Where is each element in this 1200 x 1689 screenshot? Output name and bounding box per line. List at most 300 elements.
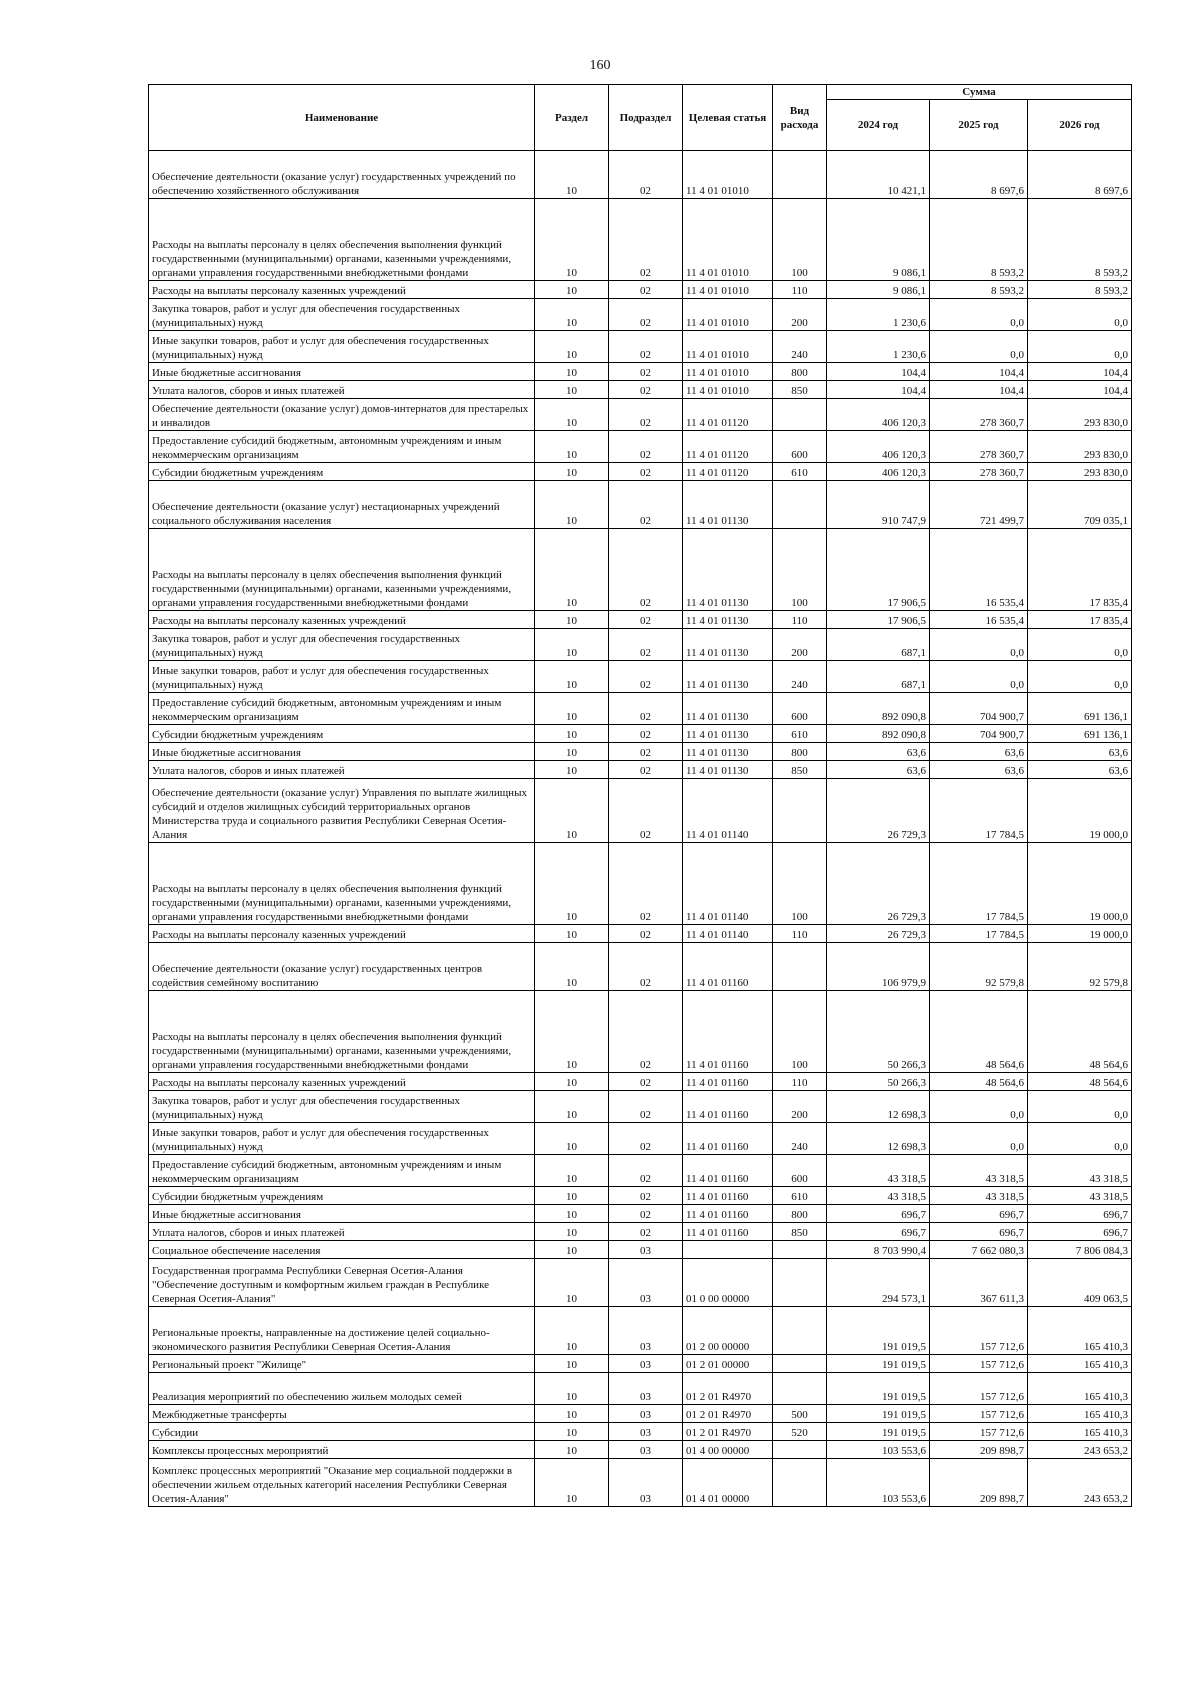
row-2024: 910 747,9: [827, 481, 930, 529]
row-target: 11 4 01 01130: [683, 661, 773, 693]
row-target: [683, 1241, 773, 1259]
row-subsection: 02: [609, 1155, 683, 1187]
header-section: Раздел: [535, 85, 609, 151]
row-target: 11 4 01 01160: [683, 1123, 773, 1155]
row-2026: 104,4: [1028, 381, 1132, 399]
row-section: 10: [535, 431, 609, 463]
row-kind: 800: [773, 1205, 827, 1223]
row-2026: 43 318,5: [1028, 1155, 1132, 1187]
row-2026: 243 653,2: [1028, 1459, 1132, 1507]
row-2024: 696,7: [827, 1223, 930, 1241]
row-2026: 43 318,5: [1028, 1187, 1132, 1205]
row-target: 11 4 01 01010: [683, 281, 773, 299]
table-row: [149, 331, 1132, 363]
row-subsection: 02: [609, 431, 683, 463]
row-subsection: 02: [609, 743, 683, 761]
row-kind: 200: [773, 1091, 827, 1123]
row-name: Социальное обеспечение населения: [149, 1241, 535, 1259]
row-section: 10: [535, 399, 609, 431]
row-subsection: 02: [609, 529, 683, 611]
row-section: 10: [535, 363, 609, 381]
row-kind: [773, 1355, 827, 1373]
row-2026: 696,7: [1028, 1223, 1132, 1241]
table-row: [149, 463, 1132, 481]
row-2025: 0,0: [930, 331, 1028, 363]
row-2026: 63,6: [1028, 743, 1132, 761]
row-kind: 240: [773, 331, 827, 363]
row-2024: 106 979,9: [827, 943, 930, 991]
row-name: Уплата налогов, сборов и иных платежей: [149, 1223, 535, 1241]
row-2025: 8 593,2: [930, 281, 1028, 299]
row-subsection: 02: [609, 463, 683, 481]
row-2025: 278 360,7: [930, 431, 1028, 463]
table-header: [149, 85, 1132, 151]
row-kind: [773, 151, 827, 199]
row-target: 11 4 01 01160: [683, 991, 773, 1073]
table-row: [149, 1205, 1132, 1223]
row-2025: 0,0: [930, 661, 1028, 693]
row-name: Расходы на выплаты персоналу казенных учреждений: [149, 925, 535, 943]
row-2024: 687,1: [827, 661, 930, 693]
table-row: [149, 1259, 1132, 1307]
row-section: 10: [535, 299, 609, 331]
row-target: 11 4 01 01160: [683, 943, 773, 991]
row-kind: 100: [773, 843, 827, 925]
row-subsection: 03: [609, 1241, 683, 1259]
table-row: [149, 925, 1132, 943]
row-2025: 704 900,7: [930, 725, 1028, 743]
row-kind: [773, 779, 827, 843]
row-2025: 278 360,7: [930, 399, 1028, 431]
row-name: Комплексы процессных мероприятий: [149, 1441, 535, 1459]
table-row: [149, 743, 1132, 761]
row-2026: 0,0: [1028, 299, 1132, 331]
row-kind: 110: [773, 611, 827, 629]
row-name: Региональный проект "Жилище": [149, 1355, 535, 1373]
row-subsection: 03: [609, 1441, 683, 1459]
table-row: [149, 199, 1132, 281]
row-2025: 43 318,5: [930, 1155, 1028, 1187]
row-target: 01 2 01 00000: [683, 1355, 773, 1373]
row-2025: 0,0: [930, 1091, 1028, 1123]
row-2024: 104,4: [827, 363, 930, 381]
row-2025: 157 712,6: [930, 1423, 1028, 1441]
row-2026: 17 835,4: [1028, 529, 1132, 611]
row-target: 11 4 01 01010: [683, 299, 773, 331]
row-section: 10: [535, 1373, 609, 1405]
row-2026: 696,7: [1028, 1205, 1132, 1223]
row-section: 10: [535, 1441, 609, 1459]
row-subsection: 02: [609, 1205, 683, 1223]
row-subsection: 02: [609, 1187, 683, 1205]
row-name: Субсидии: [149, 1423, 535, 1441]
row-section: 10: [535, 843, 609, 925]
row-name: Межбюджетные трансферты: [149, 1405, 535, 1423]
row-2024: 687,1: [827, 629, 930, 661]
row-subsection: 02: [609, 611, 683, 629]
row-target: 11 4 01 01160: [683, 1187, 773, 1205]
row-section: 10: [535, 1259, 609, 1307]
row-name: Иные закупки товаров, работ и услуг для обеспечения государственных (муниципальных) нужд: [149, 1123, 535, 1155]
row-target: 11 4 01 01160: [683, 1205, 773, 1223]
row-2025: 278 360,7: [930, 463, 1028, 481]
row-subsection: 02: [609, 725, 683, 743]
table-row: [149, 1307, 1132, 1355]
row-section: 10: [535, 761, 609, 779]
row-target: 11 4 01 01130: [683, 693, 773, 725]
table-row: [149, 661, 1132, 693]
row-2024: 892 090,8: [827, 725, 930, 743]
row-2025: 367 611,3: [930, 1259, 1028, 1307]
row-2026: 63,6: [1028, 761, 1132, 779]
row-2024: 103 553,6: [827, 1441, 930, 1459]
row-2026: 19 000,0: [1028, 843, 1132, 925]
row-name: Уплата налогов, сборов и иных платежей: [149, 761, 535, 779]
row-target: 11 4 01 01130: [683, 611, 773, 629]
row-section: 10: [535, 1205, 609, 1223]
row-kind: [773, 481, 827, 529]
row-target: 11 4 01 01130: [683, 743, 773, 761]
header-2025: 2025 год: [930, 100, 1028, 151]
row-2024: 191 019,5: [827, 1423, 930, 1441]
row-target: 11 4 01 01130: [683, 725, 773, 743]
row-kind: 610: [773, 725, 827, 743]
row-kind: 610: [773, 463, 827, 481]
row-2026: 165 410,3: [1028, 1423, 1132, 1441]
row-subsection: 02: [609, 1123, 683, 1155]
row-section: 10: [535, 661, 609, 693]
row-2025: 48 564,6: [930, 1073, 1028, 1091]
row-2025: 8 593,2: [930, 199, 1028, 281]
row-target: 11 4 01 01130: [683, 481, 773, 529]
row-2024: 191 019,5: [827, 1307, 930, 1355]
row-kind: 850: [773, 381, 827, 399]
table-row: [149, 693, 1132, 725]
row-2026: 0,0: [1028, 1123, 1132, 1155]
row-subsection: 02: [609, 1091, 683, 1123]
table-row: [149, 843, 1132, 925]
row-2025: 0,0: [930, 299, 1028, 331]
row-kind: 600: [773, 1155, 827, 1187]
row-target: 11 4 01 01160: [683, 1091, 773, 1123]
row-subsection: 02: [609, 299, 683, 331]
row-target: 11 4 01 01010: [683, 381, 773, 399]
table-row: [149, 761, 1132, 779]
row-kind: 240: [773, 1123, 827, 1155]
row-target: 01 4 00 00000: [683, 1441, 773, 1459]
row-kind: 100: [773, 529, 827, 611]
header-target: Целевая статья: [683, 85, 773, 151]
row-2025: 104,4: [930, 381, 1028, 399]
table-row: [149, 1441, 1132, 1459]
table-row: [149, 431, 1132, 463]
row-2025: 7 662 080,3: [930, 1241, 1028, 1259]
row-name: Обеспечение деятельности (оказание услуг) домов-интернатов для престарелых и инвалидов: [149, 399, 535, 431]
row-2026: 48 564,6: [1028, 991, 1132, 1073]
row-target: 01 0 00 00000: [683, 1259, 773, 1307]
budget-table: [148, 84, 1132, 1507]
row-name: Расходы на выплаты персоналу в целях обеспечения выполнения функций государственными (муниципальными) органами, казенными учреждениями, органами управления государственными внебюджетными фондами: [149, 843, 535, 925]
row-2024: 43 318,5: [827, 1187, 930, 1205]
row-kind: 110: [773, 281, 827, 299]
row-subsection: 02: [609, 399, 683, 431]
row-kind: 610: [773, 1187, 827, 1205]
row-subsection: 02: [609, 843, 683, 925]
row-section: 10: [535, 281, 609, 299]
row-target: 11 4 01 01120: [683, 399, 773, 431]
row-section: 10: [535, 1241, 609, 1259]
row-kind: [773, 1441, 827, 1459]
row-target: 11 4 01 01130: [683, 529, 773, 611]
row-2025: 63,6: [930, 743, 1028, 761]
row-2025: 696,7: [930, 1223, 1028, 1241]
row-name: Закупка товаров, работ и услуг для обеспечения государственных (муниципальных) нужд: [149, 299, 535, 331]
row-section: 10: [535, 1405, 609, 1423]
row-name: Иные закупки товаров, работ и услуг для обеспечения государственных (муниципальных) нужд: [149, 661, 535, 693]
table-row: [149, 629, 1132, 661]
row-2026: 691 136,1: [1028, 693, 1132, 725]
row-section: 10: [535, 199, 609, 281]
row-name: Уплата налогов, сборов и иных платежей: [149, 381, 535, 399]
row-kind: [773, 943, 827, 991]
row-2025: 721 499,7: [930, 481, 1028, 529]
row-name: Иные бюджетные ассигнования: [149, 363, 535, 381]
row-target: 11 4 01 01010: [683, 151, 773, 199]
row-2026: 0,0: [1028, 1091, 1132, 1123]
row-2026: 19 000,0: [1028, 779, 1132, 843]
row-name: Расходы на выплаты персоналу казенных учреждений: [149, 611, 535, 629]
row-subsection: 02: [609, 1073, 683, 1091]
header-subsection: Подраздел: [609, 85, 683, 151]
row-section: 10: [535, 779, 609, 843]
row-section: 10: [535, 151, 609, 199]
row-2024: 892 090,8: [827, 693, 930, 725]
row-section: 10: [535, 529, 609, 611]
row-name: Комплекс процессных мероприятий "Оказание мер социальной поддержки в обеспечении жильем отдельных категорий населения Республики Северная Осетия-Алания": [149, 1459, 535, 1507]
row-target: 01 2 01 R4970: [683, 1373, 773, 1405]
row-subsection: 03: [609, 1307, 683, 1355]
row-kind: [773, 1259, 827, 1307]
row-section: 10: [535, 611, 609, 629]
row-target: 01 2 00 00000: [683, 1307, 773, 1355]
row-subsection: 02: [609, 761, 683, 779]
row-name: Обеспечение деятельности (оказание услуг) Управления по выплате жилищных субсидий и отделов жилищных субсидий территориальных органов Министерства труда и социального развития Республики Северная Осетия-Алания: [149, 779, 535, 843]
row-section: 10: [535, 1091, 609, 1123]
row-name: Расходы на выплаты персоналу казенных учреждений: [149, 281, 535, 299]
row-section: 10: [535, 481, 609, 529]
row-name: Предоставление субсидий бюджетным, автономным учреждениям и иным некоммерческим организациям: [149, 693, 535, 725]
row-target: 11 4 01 01010: [683, 199, 773, 281]
row-2024: 103 553,6: [827, 1459, 930, 1507]
row-subsection: 03: [609, 1373, 683, 1405]
row-2024: 43 318,5: [827, 1155, 930, 1187]
row-name: Иные закупки товаров, работ и услуг для обеспечения государственных (муниципальных) нужд: [149, 331, 535, 363]
row-2026: 48 564,6: [1028, 1073, 1132, 1091]
row-2026: 104,4: [1028, 363, 1132, 381]
row-2026: 293 830,0: [1028, 463, 1132, 481]
table-row: [149, 1123, 1132, 1155]
row-subsection: 02: [609, 199, 683, 281]
row-kind: 850: [773, 761, 827, 779]
row-target: 11 4 01 01130: [683, 761, 773, 779]
row-kind: 800: [773, 363, 827, 381]
row-2026: 8 697,6: [1028, 151, 1132, 199]
row-2025: 17 784,5: [930, 843, 1028, 925]
row-name: Субсидии бюджетным учреждениям: [149, 1187, 535, 1205]
row-2024: 406 120,3: [827, 431, 930, 463]
row-2025: 43 318,5: [930, 1187, 1028, 1205]
row-name: Региональные проекты, направленные на достижение целей социально-экономического развития Республики Северная Осетия-Алания: [149, 1307, 535, 1355]
row-kind: 600: [773, 431, 827, 463]
row-target: 11 4 01 01120: [683, 431, 773, 463]
row-subsection: 02: [609, 991, 683, 1073]
row-2026: 409 063,5: [1028, 1259, 1132, 1307]
row-kind: 100: [773, 199, 827, 281]
row-subsection: 02: [609, 661, 683, 693]
row-2024: 9 086,1: [827, 281, 930, 299]
row-section: 10: [535, 629, 609, 661]
table-row: [149, 1355, 1132, 1373]
row-2024: 50 266,3: [827, 1073, 930, 1091]
table-row: [149, 1241, 1132, 1259]
table-row: [149, 1423, 1132, 1441]
row-subsection: 03: [609, 1355, 683, 1373]
row-name: Закупка товаров, работ и услуг для обеспечения государственных (муниципальных) нужд: [149, 1091, 535, 1123]
row-2024: 9 086,1: [827, 199, 930, 281]
row-name: Расходы на выплаты персоналу в целях обеспечения выполнения функций государственными (муниципальными) органами, казенными учреждениями, органами управления государственными внебюджетными фондами: [149, 199, 535, 281]
row-subsection: 02: [609, 943, 683, 991]
row-2024: 406 120,3: [827, 399, 930, 431]
table-row: [149, 399, 1132, 431]
row-target: 11 4 01 01140: [683, 843, 773, 925]
table-row: [149, 725, 1132, 743]
row-2025: 92 579,8: [930, 943, 1028, 991]
row-2024: 191 019,5: [827, 1355, 930, 1373]
row-2024: 696,7: [827, 1205, 930, 1223]
row-2026: 293 830,0: [1028, 431, 1132, 463]
row-2026: 8 593,2: [1028, 281, 1132, 299]
row-2025: 16 535,4: [930, 529, 1028, 611]
row-2026: 8 593,2: [1028, 199, 1132, 281]
row-subsection: 03: [609, 1423, 683, 1441]
row-target: 11 4 01 01160: [683, 1155, 773, 1187]
table-row: [149, 299, 1132, 331]
row-kind: 850: [773, 1223, 827, 1241]
row-name: Предоставление субсидий бюджетным, автономным учреждениям и иным некоммерческим организациям: [149, 431, 535, 463]
row-section: 10: [535, 1423, 609, 1441]
row-2024: 10 421,1: [827, 151, 930, 199]
row-2024: 104,4: [827, 381, 930, 399]
row-subsection: 02: [609, 925, 683, 943]
row-2026: 293 830,0: [1028, 399, 1132, 431]
row-2026: 691 136,1: [1028, 725, 1132, 743]
row-2024: 63,6: [827, 743, 930, 761]
table-row: [149, 943, 1132, 991]
row-name: Обеспечение деятельности (оказание услуг) нестационарных учреждений социального обслуживания населения: [149, 481, 535, 529]
table-row: [149, 1459, 1132, 1507]
table-row: [149, 1405, 1132, 1423]
row-kind: 100: [773, 991, 827, 1073]
row-2025: 63,6: [930, 761, 1028, 779]
row-subsection: 03: [609, 1459, 683, 1507]
row-2025: 16 535,4: [930, 611, 1028, 629]
row-subsection: 03: [609, 1259, 683, 1307]
row-name: Расходы на выплаты персоналу в целях обеспечения выполнения функций государственными (муниципальными) органами, казенными учреждениями, органами управления государственными внебюджетными фондами: [149, 529, 535, 611]
row-kind: 200: [773, 629, 827, 661]
row-2024: 191 019,5: [827, 1405, 930, 1423]
row-kind: [773, 1459, 827, 1507]
row-2025: 17 784,5: [930, 925, 1028, 943]
row-2024: 17 906,5: [827, 611, 930, 629]
table-body: [149, 151, 1132, 1507]
row-target: 11 4 01 01140: [683, 925, 773, 943]
row-section: 10: [535, 1073, 609, 1091]
row-2024: 63,6: [827, 761, 930, 779]
row-target: 11 4 01 01120: [683, 463, 773, 481]
row-section: 10: [535, 725, 609, 743]
row-2025: 48 564,6: [930, 991, 1028, 1073]
row-name: Субсидии бюджетным учреждениям: [149, 725, 535, 743]
row-kind: 240: [773, 661, 827, 693]
row-name: Реализация мероприятий по обеспечению жильем молодых семей: [149, 1373, 535, 1405]
row-section: 10: [535, 1459, 609, 1507]
row-section: 10: [535, 693, 609, 725]
table-row: [149, 779, 1132, 843]
row-name: Иные бюджетные ассигнования: [149, 743, 535, 761]
row-2024: 26 729,3: [827, 779, 930, 843]
row-2025: 0,0: [930, 1123, 1028, 1155]
table-row: [149, 611, 1132, 629]
table-row: [149, 529, 1132, 611]
row-name: Обеспечение деятельности (оказание услуг) государственных учреждений по обеспечению хозяйственного обслуживания: [149, 151, 535, 199]
row-2024: 12 698,3: [827, 1123, 930, 1155]
row-section: 10: [535, 1355, 609, 1373]
table-row: [149, 151, 1132, 199]
row-kind: 600: [773, 693, 827, 725]
row-2026: 92 579,8: [1028, 943, 1132, 991]
row-2026: 19 000,0: [1028, 925, 1132, 943]
row-2026: 709 035,1: [1028, 481, 1132, 529]
row-name: Закупка товаров, работ и услуг для обеспечения государственных (муниципальных) нужд: [149, 629, 535, 661]
table-row: [149, 1091, 1132, 1123]
row-2025: 209 898,7: [930, 1459, 1028, 1507]
row-target: 11 4 01 01130: [683, 629, 773, 661]
row-subsection: 02: [609, 331, 683, 363]
row-section: 10: [535, 991, 609, 1073]
row-2026: 0,0: [1028, 331, 1132, 363]
row-2026: 165 410,3: [1028, 1373, 1132, 1405]
row-section: 10: [535, 463, 609, 481]
row-2024: 12 698,3: [827, 1091, 930, 1123]
row-2025: 704 900,7: [930, 693, 1028, 725]
header-kind: Вид расхода: [773, 85, 827, 151]
row-2025: 157 712,6: [930, 1307, 1028, 1355]
row-target: 11 4 01 01160: [683, 1223, 773, 1241]
row-subsection: 02: [609, 693, 683, 725]
row-name: Государственная программа Республики Северная Осетия-Алания "Обеспечение доступным и комфортным жильем граждан в Республике Северная Осетия-Алания": [149, 1259, 535, 1307]
row-kind: 200: [773, 299, 827, 331]
row-kind: [773, 399, 827, 431]
row-section: 10: [535, 943, 609, 991]
row-2026: 165 410,3: [1028, 1307, 1132, 1355]
row-2024: 406 120,3: [827, 463, 930, 481]
page-number: 160: [589, 58, 611, 73]
row-target: 01 2 01 R4970: [683, 1423, 773, 1441]
header-name: Наименование: [149, 85, 535, 151]
row-2026: 17 835,4: [1028, 611, 1132, 629]
header-sum: Сумма: [827, 85, 1132, 100]
row-name: Предоставление субсидий бюджетным, автономным учреждениям и иным некоммерческим организациям: [149, 1155, 535, 1187]
